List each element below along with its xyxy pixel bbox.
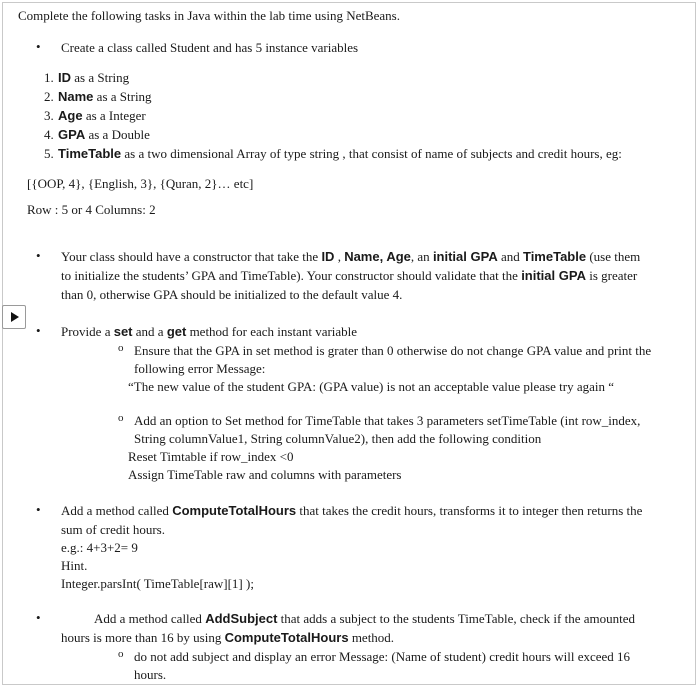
- intro-text: Complete the following tasks in Java within the lab time using NetBeans.: [18, 8, 400, 23]
- task5-line2: hours is more than 16 by using ComputeTotalHours method.: [61, 630, 395, 645]
- task3-sub2-line4: Assign TimeTable raw and columns with parameters: [128, 467, 402, 482]
- task3-sub2-line2: String columnValue1, String columnValue2), then add the following condition: [134, 431, 542, 446]
- task2-line2: to initialize the students’ GPA and TimeTable). Your constructor should validate that the initial GPA is greater: [61, 268, 638, 283]
- bullet: •: [36, 323, 41, 338]
- bullet: •: [36, 610, 41, 625]
- var-item-id: 1. ID as a String: [44, 70, 130, 85]
- row-columns-text: Row : 5 or 4 Columns: 2: [27, 202, 156, 217]
- task3-lead: Provide a set and a get method for each instant variable: [61, 324, 358, 339]
- task3-sub1-line3: “The new value of the student GPA: (GPA value) is not an acceptable value please try again “: [128, 379, 615, 394]
- play-icon: [11, 312, 19, 322]
- task4-hint-code: Integer.parsInt( TimeTable[raw][1] );: [61, 576, 254, 591]
- sub-bullet: o: [118, 648, 124, 660]
- var-item-age: 3. Age as a Integer: [44, 108, 146, 123]
- bullet: •: [36, 502, 41, 517]
- task5-line1: Add a method called AddSubject that adds a subject to the students TimeTable, check if the amounted: [94, 611, 636, 626]
- sub-bullet: o: [118, 342, 124, 354]
- task5-sub-line1: do not add subject and display an error Message: (Name of student) credit hours will exceed 16: [134, 649, 631, 664]
- task4-hint-label: Hint.: [61, 558, 88, 573]
- task3-sub1-line2: following error Message:: [134, 361, 266, 376]
- var-item-name: 2. Name as a String: [44, 89, 152, 104]
- sub-bullet: o: [118, 412, 124, 424]
- bullet: •: [36, 39, 41, 54]
- task4-example: e.g.: 4+3+2= 9: [61, 540, 138, 555]
- play-button[interactable]: [2, 305, 26, 329]
- var-item-timetable: 5. TimeTable as a two dimensional Array of type string , that consist of name of subjects and credit hours, eg:: [44, 146, 622, 161]
- task2-line1: Your class should have a constructor that take the ID , Name, Age, an initial GPA and TimeTable (use them: [61, 249, 641, 264]
- task2-line3: than 0, otherwise GPA should be initialized to the default value 4.: [61, 287, 403, 302]
- bullet: •: [36, 248, 41, 263]
- task3-sub2-line3: Reset Timtable if row_index <0: [128, 449, 294, 464]
- task1-lead: Create a class called Student and has 5 instance variables: [61, 40, 359, 55]
- task5-sub-line2: hours.: [134, 667, 167, 682]
- task4-line1: Add a method called ComputeTotalHours that takes the credit hours, transforms it to integer then returns the: [61, 503, 643, 518]
- timetable-example: [{OOP, 4}, {English, 3}, {Quran, 2}… etc]: [27, 176, 254, 191]
- var-item-gpa: 4. GPA as a Double: [44, 127, 150, 142]
- task3-sub1-line1: Ensure that the GPA in set method is grater than 0 otherwise do not change GPA value and print the: [134, 343, 652, 358]
- task3-sub2-line1: Add an option to Set method for TimeTable that takes 3 parameters setTimeTable (int row_index,: [134, 413, 641, 428]
- task4-line2: sum of credit hours.: [61, 522, 165, 537]
